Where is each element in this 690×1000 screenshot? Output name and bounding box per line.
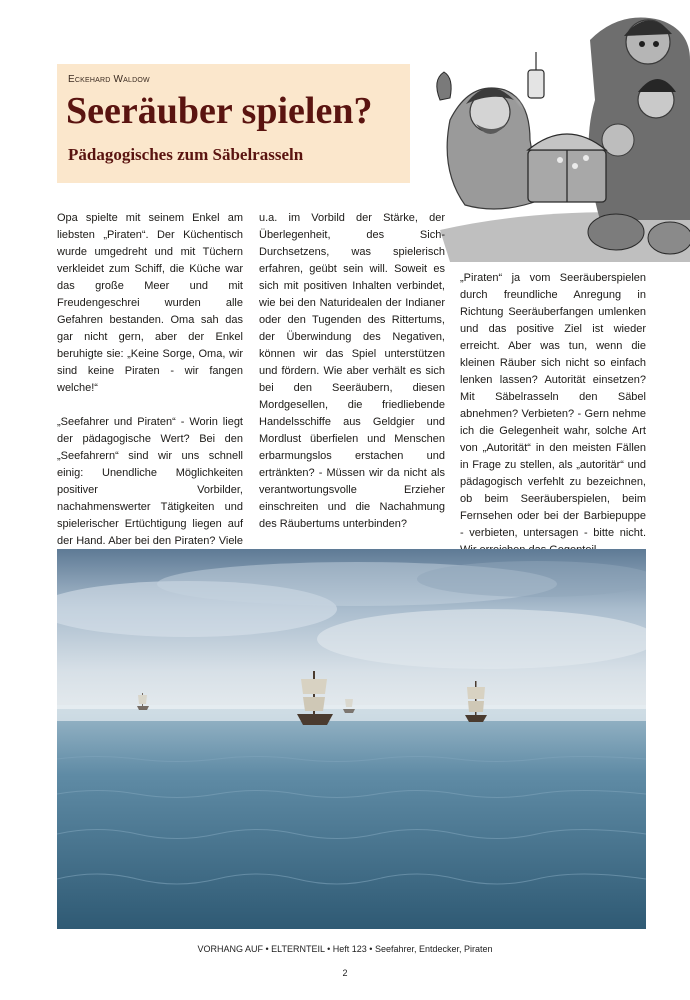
article-paragraph: u.a. im Vorbild der Stärke, der Überlegenheit, des Sich-Durchsetzens, was spielerisch erfahren, geübt sein will. Soweit es sich mit positiven Inhalten verbindet, wie bei den Naturidealen der Indianer oder den Tugenden des Rittertums, der Überwindung des Negativen, können wir das Spiel unterstützen und fördern. Wie aber verhält es sich bei den Seeräubern, diesen Mordgesellen, die friedliebende Handelsschiffe aus Geldgier und Mordlust überfielen und Menschen erbarmungslos erstachen und ertränkten? - Müssen wir da nicht als verantwortungsvolle Erzieher einschreiten und die Nachahmung des Räubertums unterbinden? [259,212,445,530]
article-paragraph: „Seefahrer und Piraten“ - Worin liegt der pädagogische Wert? Bei den „Seefahrern“ sind wir uns schnell einig: Unendliche Möglichkeiten positiver Vorbilder, nachahmenswerter Tätigkeiten und spielerischer Ertüchtigung liegen auf der Hand. Aber bei den Piraten? Viele [57,416,243,547]
pirate-illustration [410,0,690,262]
title-box [57,64,443,183]
article-column-3 [460,270,646,559]
article-paragraph: Opa spielte mit seinem Enkel am liebsten „Piraten“. Der Küchentisch wurde umgedreht und mit Tüchern verkleidet zum Schiff, die Küche war das große Meer und mit Freudengeschrei wurden alle Gefahren bestanden. Oma sah das gar nicht gern, aber der Enkel beruhigte sie: „Keine Sorge, Oma, wir sind keine Piraten - wir fangen welche!“ [57,212,243,394]
article-title: Seeräuber spielen? [66,90,373,132]
sailing-ships-painting [57,549,646,929]
article-subtitle: Pädagogisches zum Säbelrasseln [68,145,304,164]
article-column-2 [259,210,445,601]
article-paragraph: „Piraten“ ja vom Seeräuberspielen durch freundliche Anregung in Richtung Seeräuberfangen umlenken und das positive Ziel ist wieder erreicht. Aber was tun, wenn die kleinen Räuber sich nicht so einfach lenken lassen? Autorität einsetzen? Mit Säbelrasseln den Säbel abnehmen? Verbieten? - Gern nehme ich die Gelegenheit wahr, solche Art von „Autorität“ in den meisten Fällen in Frage zu stellen, als „autoritär“ und pädagogisch verfehlt zu bezeichnen, ob beim Seeräuberspielen, beim Fernsehen oder bei der Barbiepuppe - verbieten, untersagen - bitte nicht. [460,272,646,539]
article-column-1 [57,210,243,601]
ship-right [465,681,487,722]
footer-line: VORHANG AUF • ELTERNTEIL • Heft 123 • Seefahrer, Entdecker, Piraten [197,944,493,954]
author-name: Eckehard Waldow [68,74,150,85]
page-number: 2 [342,968,348,978]
